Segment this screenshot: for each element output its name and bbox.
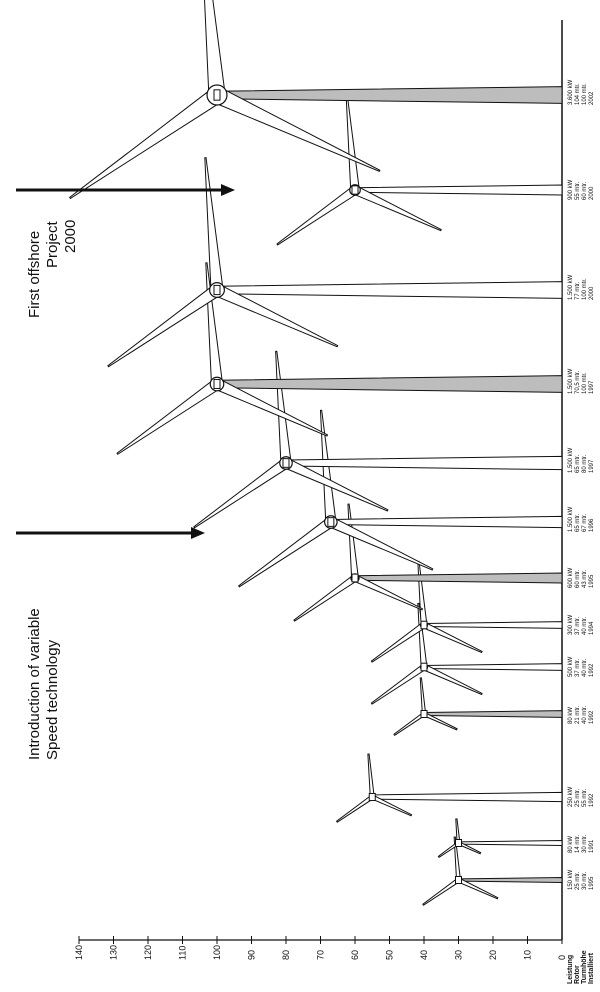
blade (277, 186, 358, 244)
row-label: Turmhöhe (581, 950, 588, 984)
spec-label: 100 mtr. (582, 372, 588, 394)
nacelle (352, 186, 358, 194)
spec-label: 300 kW (568, 614, 574, 635)
arrow-head (191, 527, 205, 539)
spec-label: 40 mtr. (582, 705, 588, 724)
spec-label: 55 mtr. (582, 788, 588, 807)
spec-label: 70,5 mtr. (575, 370, 581, 394)
spec-label: 25 mtr. (575, 871, 581, 890)
spec-label: 60 mtr. (575, 569, 581, 588)
tower (459, 841, 563, 846)
spec-label: 100 mtr. (582, 83, 588, 105)
annotation-line: Introduction of variable (26, 608, 43, 760)
turbine (394, 678, 562, 735)
spec-label: 1.500 kW (568, 368, 574, 394)
tower (217, 282, 562, 299)
spec-label: 14 mtr. (575, 834, 581, 853)
spec-label: 150 kW (568, 869, 574, 890)
nacelle (214, 90, 220, 100)
blade (423, 878, 460, 905)
spec-label: 77 mtr. (575, 281, 581, 300)
spec-label: 1995 (589, 574, 595, 588)
spec-label: 600 kW (568, 567, 574, 588)
nacelle (214, 380, 220, 389)
spec-label: 55 mtr. (575, 181, 581, 200)
spec-label: 1.500 kW (568, 274, 574, 300)
tower (424, 711, 562, 718)
spec-label: 500 kW (568, 656, 574, 677)
blade (108, 285, 221, 367)
tower (331, 516, 562, 527)
spec-label: 60 mtr. (582, 181, 588, 200)
axis-tick-label: 110 (177, 945, 188, 960)
blade (276, 351, 291, 463)
tower (355, 185, 562, 195)
blade (371, 665, 425, 704)
nacelle (214, 285, 220, 294)
nacelle (456, 840, 462, 847)
blade (348, 504, 358, 578)
annotation-line: Project (44, 221, 61, 268)
nacelle (352, 574, 358, 582)
spec-label: 1995 (589, 876, 595, 890)
spec-label: 1992 (589, 710, 595, 724)
axis-tick-label: 120 (143, 944, 153, 960)
spec-label: 900 kW (568, 179, 574, 200)
spec-label: 43 mtr. (582, 569, 588, 588)
blade (70, 88, 222, 198)
blade (368, 754, 374, 797)
annotation-line: 2000 (62, 219, 79, 253)
spec-label: 40 mtr. (582, 658, 588, 677)
axis-tick-label: 0 (557, 954, 567, 960)
spec-label: 80 mtr. (582, 454, 588, 473)
arrow-head (221, 184, 235, 196)
spec-label: 2000 (589, 286, 595, 300)
spec-label: 1991 (589, 839, 595, 853)
tower (355, 573, 562, 583)
axis-tick-label: 30 (453, 949, 464, 960)
nacelle (328, 518, 334, 527)
turbine (70, 0, 562, 198)
spec-label: 25 mtr. (575, 788, 581, 807)
axis-tick-label: 50 (384, 949, 395, 960)
spec-label: 65 mtr. (575, 513, 581, 532)
turbine (371, 603, 562, 704)
axis-tick-label: 80 (281, 949, 291, 960)
nacelle (456, 876, 462, 883)
annotation-line: Speed technology (44, 639, 61, 760)
annotations (16, 184, 235, 760)
spec-label: 250 kW (568, 786, 574, 807)
annotation-line: First offshore (26, 230, 43, 318)
tower (217, 87, 562, 104)
blade (117, 379, 220, 454)
tower (424, 622, 562, 629)
nacelle (421, 663, 427, 671)
blade (294, 575, 357, 621)
spec-label: 80 kW (568, 706, 574, 724)
spec-label: 2000 (589, 186, 595, 200)
axis-tick-label: 10 (522, 949, 533, 960)
spec-label: 67 mtr. (582, 513, 588, 532)
spec-label: 1.500 kW (568, 447, 574, 473)
spec-label: 1997 (589, 459, 595, 473)
row-label: Rotor (574, 965, 581, 984)
blade (239, 518, 334, 587)
turbine (277, 95, 562, 244)
spec-label: 104 mtr. (575, 83, 581, 105)
nacelle (421, 711, 427, 718)
blade (194, 459, 289, 528)
turbine (337, 754, 562, 822)
axis-tick-label: 60 (350, 949, 360, 960)
row-labels (567, 950, 595, 984)
nacelle (421, 621, 427, 629)
spec-label: 100 mtr. (582, 278, 588, 300)
spec-label: 1.500 kW (568, 506, 574, 532)
row-label: Installiert (588, 952, 595, 984)
tower (459, 878, 563, 883)
axis-tick-label: 90 (246, 949, 257, 960)
spec-label: 1996 (589, 518, 595, 532)
height-axis (74, 936, 567, 960)
spec-label: 30 mtr. (582, 871, 588, 890)
axis-tick-label: 40 (419, 949, 429, 960)
axis-tick-label: 140 (74, 944, 84, 960)
row-label: Leistung (567, 954, 574, 984)
axis-tick-label: 100 (212, 944, 222, 960)
spec-label: 1992 (589, 793, 595, 807)
blade (201, 0, 225, 96)
blade (337, 795, 374, 822)
blade (346, 95, 359, 190)
spec-label: 3.600 kW (568, 79, 574, 105)
tower (372, 792, 562, 801)
turbine (423, 837, 562, 905)
axis-tick-label: 70 (315, 949, 326, 960)
tower (217, 376, 562, 393)
spec-label: 1992 (589, 663, 595, 677)
spec-label: 37 mtr. (575, 658, 581, 677)
tower (424, 664, 562, 671)
turbines (70, 0, 562, 905)
nacelle (283, 459, 289, 468)
spec-label: 40 mtr. (582, 616, 588, 635)
axis-tick-label: 130 (108, 944, 119, 960)
blade (371, 623, 425, 662)
nacelle (369, 793, 375, 800)
offshore-arrow (16, 184, 235, 196)
spec-label: 80 kW (568, 835, 574, 853)
spec-labels (568, 79, 595, 890)
spec-label: 1997 (589, 380, 595, 394)
spec-label: 65 mtr. (575, 454, 581, 473)
spec-label: 21 mtr. (575, 705, 581, 724)
spec-label: 2002 (589, 91, 595, 105)
spec-label: 37 mtr. (575, 616, 581, 635)
spec-label: 1994 (589, 621, 595, 635)
blade (420, 678, 425, 714)
spec-label: 30 mtr. (582, 834, 588, 853)
axis-tick-label: 20 (488, 949, 498, 960)
variable-speed-arrow (16, 527, 205, 539)
blade (394, 713, 425, 736)
